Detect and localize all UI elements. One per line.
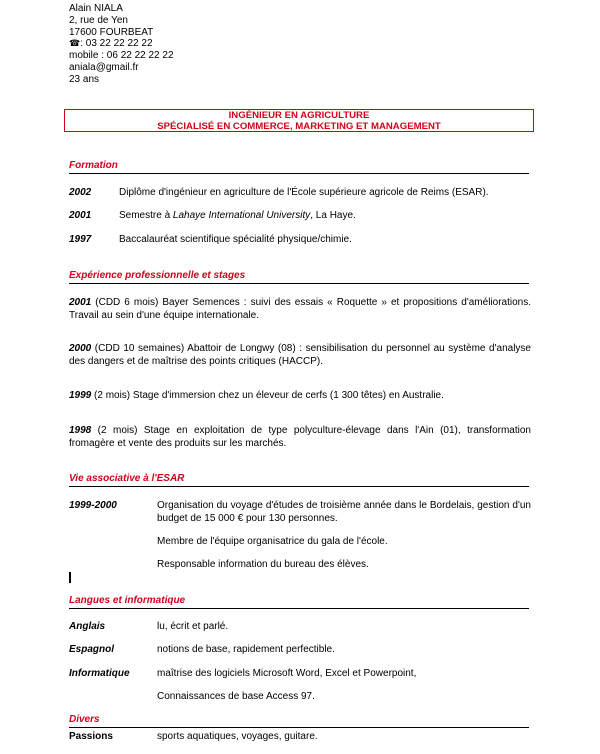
formation-row [69,187,539,200]
experience-year: 2001 [69,297,92,308]
banner-line-1: INGÉNIEUR EN AGRICULTURE [228,110,370,121]
language-text: lu, écrit et parlé. [157,621,229,632]
experience-text: (2 mois) Stage en exploitation de type polyculture-élevage dans l'Ain (01), transformation fromagère et vente des produits sur les marchés. [69,425,531,449]
experience-year: 1999 [69,390,92,401]
divers-label: Passions [69,731,113,742]
formation-text: Diplôme d'ingénieur en agriculture de l'École supérieure agricole de Reims (ESAR). [119,187,489,198]
telephone-icon: ☎ [69,38,81,49]
section-title-experience: Expérience professionnelle et stages [69,270,529,284]
formation-text [119,210,356,223]
language-label: Espagnol [69,644,115,655]
formation-year: 1997 [69,234,92,245]
experience-item [69,390,531,403]
formation-year: 2002 [69,187,92,198]
associative-period: 1999-2000 [69,500,117,511]
experience-year: 2000 [69,343,92,354]
formation-text: Baccalauréat scientifique spécialité physique/chimie. [119,234,352,245]
experience-item [69,425,531,450]
contact-name: Alain NIALA [69,3,123,14]
contact-phone-line [69,38,174,50]
contact-street: 2, rue de Yen [69,14,128,26]
experience-year: 1998 [69,425,92,436]
contact-email: aniala@gmail.fr [69,61,139,73]
divers-text: sports aquatiques, voyages, guitare. [157,731,318,742]
formation-text-pre: Semestre à [119,210,173,221]
formation-text-italic: Lahaye International University [172,210,311,221]
section-title-divers: Divers [69,714,529,728]
text-cursor [69,572,71,583]
formation-row [69,234,539,247]
associative-item: Membre de l'équipe organisatrice du gala de l'école. [157,536,388,547]
experience-item [69,343,531,368]
language-label: Anglais [69,621,106,632]
experience-text: (2 mois) Stage d'immersion chez un éleveur de cerfs (1 300 têtes) en Australie. [91,390,444,401]
experience-item [69,297,531,322]
language-text: notions de base, rapidement perfectible. [157,644,335,655]
experience-text: (CDD 6 mois) Bayer Semences : suivi des essais « Roquette » et propositions d'améliorations. Travail au sein d'une équipe internationale. [69,297,531,321]
formation-row [69,210,539,223]
contact-city: 17600 FOURBEAT [69,26,154,38]
skill-text: maîtrise des logiciels Microsoft Word, Excel et Powerpoint, [157,668,417,679]
associative-item: Organisation du voyage d'études de troisième année dans le Bordelais, gestion d'un budget de 15 000 € pour 130 personnes. [157,500,531,524]
contact-phone: : 03 22 22 22 22 [80,38,153,50]
formation-year: 2001 [69,210,92,221]
associative-item: Responsable information du bureau des élèves. [157,559,369,570]
skill-extra: Connaissances de base Access 97. [157,691,315,702]
section-title-formation: Formation [69,160,529,174]
experience-text: (CDD 10 semaines) Abattoir de Longwy (08) : sensibilisation du personnel au système d'analyse des dangers et de maîtrise des points critiques (HACCP). [69,343,531,367]
skill-label: Informatique [69,668,130,679]
job-title-banner [64,109,534,132]
banner-line-2: SPÉCIALISÉ EN COMMERCE, MARKETING ET MANAGEMENT [157,120,441,132]
contact-age: 23 ans [69,73,100,85]
formation-text-post: , La Haye. [310,210,356,221]
contact-block [69,3,174,86]
section-title-associative: Vie associative à l'ESAR [69,473,529,487]
contact-mobile: mobile : 06 22 22 22 22 [69,50,174,62]
section-title-languages: Langues et informatique [69,595,529,609]
